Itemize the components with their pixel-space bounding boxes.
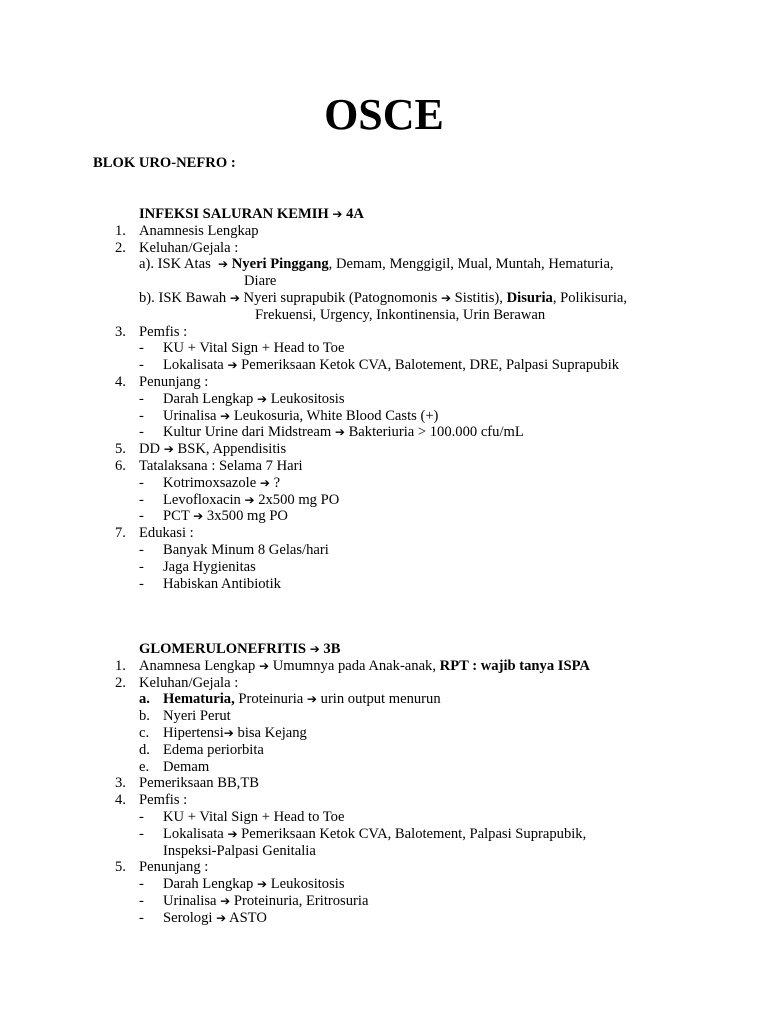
item-text: Keluhan/Gejala : [139,239,239,256]
letter-item [93,691,753,708]
dash-bullet: - [139,508,144,525]
letter-label: d. [139,741,150,758]
dash-item [93,576,753,593]
list-item [93,441,753,458]
dash-item [93,542,753,559]
dash-item [93,475,753,492]
isk-heading [93,206,753,223]
arrow-right-icon: ➔ [306,692,317,707]
gn-section [93,641,753,927]
item-line [163,876,345,893]
item-number: 7. [115,525,126,542]
block-heading: BLOK URO-NEFRO : [93,155,236,171]
isk-bawah-line [139,290,627,307]
arrow-right-icon: ➔ [258,658,270,673]
dash-item [93,357,753,374]
isk-bawah-bold: Disuria [506,289,553,306]
item-line [163,893,368,910]
item-line [163,408,438,425]
arrow-right-icon: ➔ [223,725,234,740]
arrow-right-icon: ➔ [257,877,268,892]
arrow-right-icon: ➔ [257,391,268,406]
letter-label: b. [139,708,150,725]
item-text: Jaga Hygienitas [163,558,256,575]
item-text: Penunjang : [139,373,209,390]
item-text: Tatalaksana : Selama 7 Hari [139,457,303,474]
arrow-right-icon: ➔ [334,425,345,440]
arrow-right-icon: ➔ [229,290,240,305]
letter-label: e. [139,758,150,775]
arrow-right-icon: ➔ [220,408,231,423]
dash-bullet: - [139,424,144,441]
isk-bawah-cont: Frekuensi, Urgency, Inkontinensia, Urin Berawan [255,306,546,323]
item-line [163,424,524,441]
item-text: Leukosuria, White Blood Casts (+) [233,407,439,424]
item-text: Keluhan/Gejala : [139,674,239,691]
letter-label: a. [139,691,150,708]
item-text: Umumnya pada Anak-anak, [272,657,437,674]
item-text: Lokalisata [163,825,224,842]
item-text: Leukositosis [270,390,345,407]
item-text: Kotrimoxsazole [163,474,257,491]
isk-bawah-text2: Sistitis), [454,289,503,306]
letter-item [93,759,753,776]
item-line [139,658,590,675]
list-item [93,223,753,240]
dash-item [93,492,753,509]
isk-atas-line [139,256,614,273]
item-text: Edukasi : [139,525,194,542]
arrow-right-icon: ➔ [244,492,255,507]
item-line [163,725,307,742]
dash-item [93,508,753,525]
arrow-right-icon: ➔ [259,475,270,490]
arrow-right-icon: ➔ [227,358,238,373]
item-text: Kultur Urine dari Midstream [163,424,332,441]
letter-item [93,725,753,742]
item-text: Lokalisata [163,357,224,374]
list-item [93,525,753,542]
item-text: Proteinuria, Eritrosuria [233,892,369,909]
item-text: Pemeriksaan BB,TB [139,775,259,792]
dash-item [93,391,753,408]
dash-bullet: - [139,340,144,357]
isk-atas-label: a). ISK Atas [139,256,211,273]
dash-bullet: - [139,825,144,842]
dash-bullet: - [139,357,144,374]
item-text: PCT [163,508,190,525]
item-text-bold: Hematuria, [163,691,235,708]
item-text: ? [273,474,281,491]
isk-bawah-label: b). ISK Bawah [139,289,227,306]
dash-bullet: - [139,558,144,575]
dash-item [93,559,753,576]
item-text: BSK, Appendisitis [177,441,287,458]
item-number: 4. [115,792,126,809]
dash-bullet: - [139,541,144,558]
dash-item [93,340,753,357]
dash-bullet: - [139,909,144,926]
list-item [93,374,753,391]
dash-item [93,826,753,843]
dash-bullet: - [139,407,144,424]
gn-heading [93,641,753,658]
item-number: 1. [115,222,126,239]
isk-atas-rest: , Demam, Menggigil, Mual, Muntah, Hematuria, [328,256,614,273]
dash-item [93,910,753,927]
letter-item [93,742,753,759]
gn-heading-text: GLOMERULONEFRITIS [139,641,307,657]
item-text: 2x500 mg PO [258,491,340,508]
item-line [163,357,619,374]
item-text: Levofloxacin [163,491,241,508]
dash-bullet: - [139,892,144,909]
item-text: Anamnesis Lengkap [139,222,259,239]
item-text: Bakteriuria > 100.000 cfu/mL [348,424,524,441]
item-number: 1. [115,657,126,674]
dash-bullet: - [139,390,144,407]
item-text: Inspeksi-Palpasi Genitalia [163,842,316,859]
arrow-right-icon: ➔ [332,207,343,221]
dash-bullet: - [139,876,144,893]
item-text: Pemeriksaan Ketok CVA, Balotement, DRE, Palpasi Suprapubik [241,357,620,374]
item-text: Pemeriksaan Ketok CVA, Balotement, Palpasi Suprapubik, [241,825,587,842]
item-text: 3x500 mg PO [206,508,288,525]
letter-item [93,708,753,725]
item-text: Urinalisa [163,892,217,909]
isk-heading-text: INFEKSI SALURAN KEMIH [139,206,329,222]
item-line [163,826,586,843]
isk-level: 4A [346,206,364,222]
item-number: 5. [115,441,126,458]
item-text: Serologi [163,909,213,926]
page-title: OSCE [324,90,444,139]
item-text: Hipertensi [163,724,224,741]
gn-level: 3B [323,641,341,657]
sub-item-continuation [93,273,753,290]
item-number: 2. [115,239,126,256]
sub-item [93,256,753,273]
item-text: bisa Kejang [237,724,307,741]
dash-item [93,424,753,441]
dash-item [93,809,753,826]
sub-item [93,290,753,307]
isk-bawah-text: Nyeri suprapubik (Patognomonis [243,289,438,306]
arrow-right-icon: ➔ [440,290,452,305]
item-text: Habiskan Antibiotik [163,575,281,592]
item-number: 3. [115,323,126,340]
item-text: Pemfis : [139,323,188,340]
item-text: Leukositosis [270,876,345,893]
arrow-right-icon: ➔ [227,826,238,841]
item-text: Penunjang : [139,859,209,876]
item-text: Edema periorbita [163,741,264,758]
item-text: Banyak Minum 8 Gelas/hari [163,541,329,558]
item-line [163,391,345,408]
item-text: Urinalisa [163,407,217,424]
item-text: Demam [163,758,210,775]
dash-item-continuation [93,843,753,860]
list-item [93,675,753,692]
item-text: Nyeri Perut [163,708,231,725]
item-number: 2. [115,674,126,691]
dash-bullet: - [139,575,144,592]
arrow-right-icon: ➔ [220,893,231,908]
list-item [93,775,753,792]
isk-bawah-rest: , Polikisuria, [552,289,627,306]
list-item [93,658,753,675]
item-line [163,508,288,525]
item-line [163,691,441,708]
item-line [163,910,267,927]
dash-item [93,893,753,910]
dash-item [93,876,753,893]
list-item [93,324,753,341]
item-text: KU + Vital Sign + Head to Toe [163,340,345,357]
arrow-right-icon: ➔ [193,509,204,524]
item-number: 5. [115,859,126,876]
list-item [93,792,753,809]
item-line [163,475,280,492]
item-text: DD [139,441,161,458]
arrow-right-icon: ➔ [218,257,229,272]
arrow-right-icon: ➔ [309,642,320,656]
item-text: Pemfis : [139,792,188,809]
list-item [93,458,753,475]
item-text: Anamnesa Lengkap [139,657,256,674]
dash-bullet: - [139,808,144,825]
item-number: 6. [115,457,126,474]
dash-item [93,408,753,425]
item-text: ASTO [229,909,267,926]
arrow-right-icon: ➔ [216,910,227,925]
item-text: Darah Lengkap [163,876,254,893]
item-text: Proteinuria [238,691,304,708]
list-item [93,240,753,257]
dash-bullet: - [139,474,144,491]
isk-section [93,206,753,592]
item-number: 4. [115,373,126,390]
item-text: KU + Vital Sign + Head to Toe [163,808,345,825]
item-number: 3. [115,775,126,792]
item-text-bold: RPT : wajib tanya ISPA [439,657,590,674]
item-line [163,492,339,509]
isk-atas-cont: Diare [244,273,277,290]
isk-atas-bold: Nyeri Pinggang [231,256,329,273]
item-text: urin output menurun [320,691,441,708]
dash-bullet: - [139,491,144,508]
item-line [139,441,286,458]
sub-item-continuation [93,307,753,324]
arrow-right-icon: ➔ [163,442,174,457]
list-item [93,859,753,876]
item-text: Darah Lengkap [163,390,254,407]
letter-label: c. [139,724,150,741]
